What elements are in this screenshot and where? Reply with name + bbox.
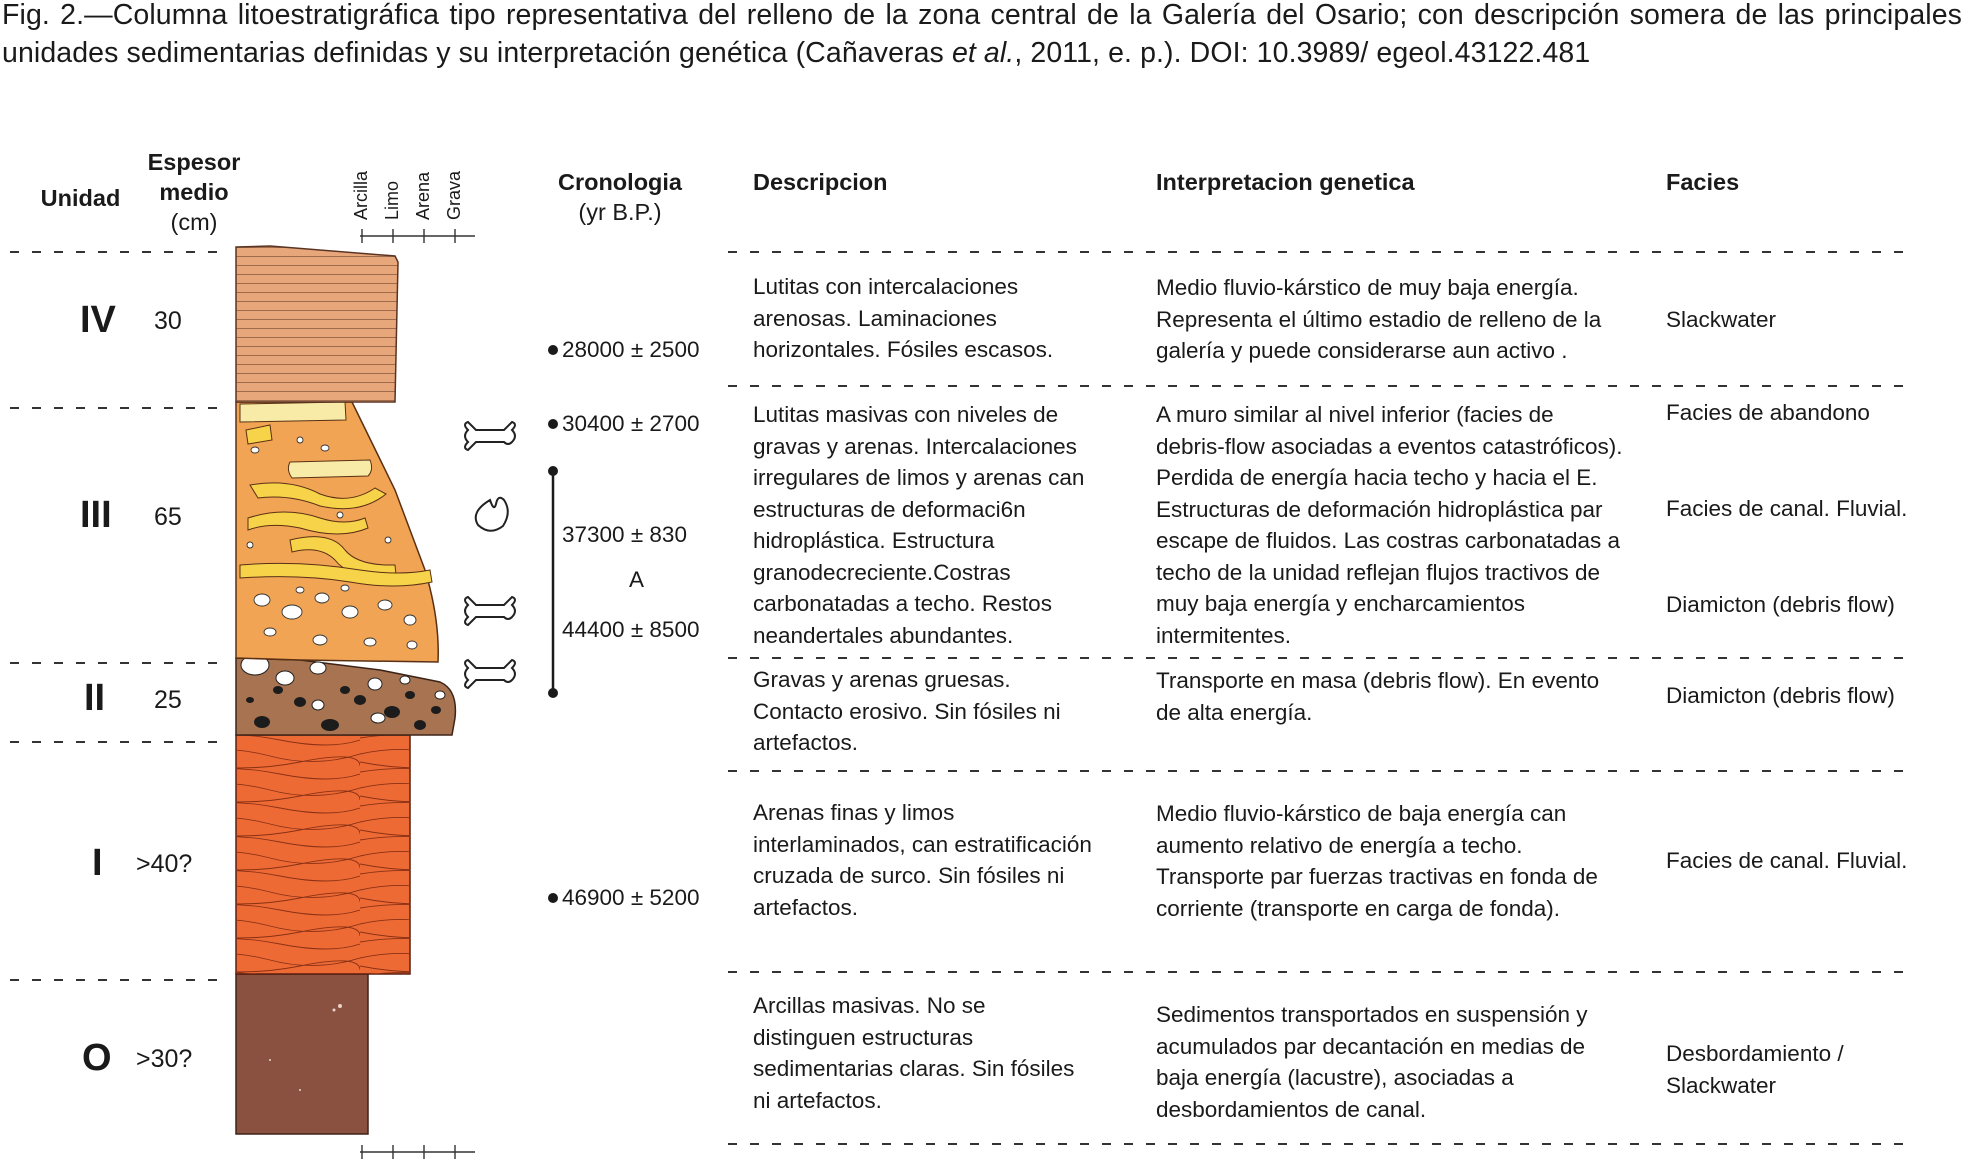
interp-unit-iii [1156, 399, 1622, 651]
unit-iv-thickness: 30 [154, 307, 182, 335]
grain-grava-label: Grava [444, 170, 464, 220]
grain-arena-label: Arena [413, 171, 433, 220]
date-label: 44400 ± 8500 [562, 617, 700, 642]
header-unidad: Unidad [40, 185, 121, 211]
date-range-label: A [629, 567, 645, 592]
text-line: desbordamientos de canal. [1156, 1096, 1427, 1122]
text-line: Sedimentos transportados en suspensión y [1156, 1002, 1588, 1027]
desc-unit-ii [753, 664, 1061, 759]
unit-o-layer [236, 974, 368, 1134]
text-line: granodecreciente.Costras [753, 559, 1011, 585]
text-line: sedimentarias claras. Sin fósiles [753, 1056, 1075, 1081]
text-line: Estructuras de deformación hidroplástica par [1156, 496, 1603, 522]
unit-o-thickness: >30? [136, 1045, 193, 1073]
unit-iv-laminations [236, 246, 398, 402]
grain-scale-top [360, 229, 475, 243]
header-facies: Facies [1666, 169, 1740, 195]
grain-scale-bottom [360, 1145, 475, 1159]
text-line: neandertales abundantes. [753, 622, 1014, 648]
text-line: artefactos. [753, 730, 859, 755]
fossil-bones [465, 422, 515, 688]
facies-unit-ii: Diamicton (debris flow) [1666, 683, 1895, 708]
facies-unit-iii-diamicton: Diamicton (debris flow) [1666, 592, 1895, 617]
text-line: techo de la unidad reflejan flujos tractivos de [1156, 559, 1601, 585]
text-line: horizontales. Fósiles escasos. [753, 337, 1054, 362]
date-dot [548, 419, 558, 429]
header-cronologia-title: Cronologia [557, 169, 683, 195]
interp-unit-iv [1156, 272, 1601, 367]
text-line: Lutitas con intercalaciones [753, 274, 1019, 299]
text-line: acumulados par decantación en medias de [1156, 1033, 1586, 1059]
text-line: ni artefactos. [753, 1087, 882, 1113]
facies-unit-iii-canal: Facies de canal. Fluvial. [1666, 496, 1908, 521]
text-line: Gravas y arenas gruesas. [753, 667, 1011, 692]
text-line: Medio fluvio-kárstico de baja energía can [1156, 801, 1567, 826]
text-line: cruzada de surco. Sin fósiles ni [753, 863, 1065, 888]
header-espesor-line1: Espesor [147, 149, 241, 175]
facies-unit-iii-abandono: Facies de abandono [1666, 400, 1870, 425]
unit-iii-thickness: 65 [154, 503, 182, 531]
text-line: Medio fluvio-kárstico de muy baja energía. [1156, 275, 1579, 300]
text-line: corriente (transporte en carga de fonda). [1156, 895, 1560, 921]
unit-ii-thickness: 25 [154, 686, 182, 714]
date-label: 28000 ± 2500 [562, 337, 700, 362]
date-range-bar [548, 466, 558, 698]
text-line: Slackwater [1666, 1072, 1777, 1098]
text-line: hidroplástica. Estructura [753, 528, 995, 553]
unit-ii-label: II [84, 677, 106, 719]
date-label: 30400 ± 2700 [562, 411, 700, 436]
header-espesor-line3: (cm) [170, 209, 218, 235]
unit-o-label: O [82, 1037, 112, 1079]
tooth-icon [476, 498, 508, 531]
caption-text: Fig. 2.—Columna litoestratigráfica tipo representativa del relleno de la zona central de la Galería del Osario; con descripción somera de las principales unidades sedimentarias definidas y su interpretación genética (Cañaveras [2, 0, 1962, 69]
desc-unit-iii [753, 399, 1084, 651]
text-line: artefactos. [753, 894, 859, 920]
text-line: debris-flow asociadas a eventos catastróficos). [1156, 433, 1623, 459]
text-line: muy baja energía y encharcamientos [1156, 591, 1525, 616]
text-line: Perdida de energía hacia techo y hacia el E. [1156, 465, 1598, 490]
text-line: Contacto erosivo. Sin fósiles ni [753, 698, 1061, 724]
header-descripcion: Descripcion [753, 169, 888, 195]
text-line: interlaminados, can estratificación [753, 831, 1092, 857]
text-line: Transporte par fuerzas tractivas en fonda de [1156, 864, 1598, 889]
unit-i-label: I [92, 842, 103, 884]
text-line: Transporte en masa (debris flow). En evento [1156, 668, 1600, 693]
text-line: Arenas finas y limos [753, 800, 955, 825]
bone-icon [465, 422, 515, 450]
interp-unit-o [1156, 999, 1588, 1125]
text-line: irregulares de limos y arenas can [753, 465, 1085, 490]
header-interpretacion: Interpretacion genetica [1156, 169, 1415, 195]
unit-iv-label: IV [80, 299, 116, 341]
grain-limo-label: Limo [382, 180, 402, 220]
desc-unit-i [753, 797, 1092, 923]
text-line: galería y puede considerarse aun activo . [1156, 338, 1568, 363]
facies-unit-i: Facies de canal. Fluvial. [1666, 848, 1908, 873]
date-dot [548, 345, 558, 355]
unit-iii-label: III [80, 494, 112, 536]
bone-icon [465, 597, 515, 625]
interp-unit-i [1156, 798, 1598, 924]
text-line: Desbordamiento / [1666, 1041, 1844, 1066]
desc-unit-iv [753, 271, 1053, 366]
unit-i-thickness: >40? [136, 850, 193, 878]
text-line: Representa el último estadio de relleno de la [1156, 306, 1602, 332]
facies-unit-iv: Slackwater [1666, 307, 1777, 332]
date-dot [548, 893, 558, 903]
desc-unit-o [753, 990, 1074, 1116]
text-line: aumento relativo de energía a techo. [1156, 832, 1523, 858]
text-line: estructuras de deformaci6n [753, 496, 1026, 522]
text-line: A muro similar al nivel inferior (facies de [1156, 402, 1554, 427]
unit-i-cross-bedding [236, 735, 410, 974]
caption-text-end: , 2011, e. p.). DOI: 10.3989/ egeol.43122.481 [1014, 37, 1591, 69]
text-line: escape de fluidos. Las costras carbonatadas a [1156, 528, 1621, 553]
text-line: baja energía (lacustre), asociadas a [1156, 1065, 1514, 1090]
grain-arcilla-label: Arcilla [351, 170, 371, 220]
text-line: carbonatadas a techo. Restos [753, 591, 1052, 616]
header-cronologia-units: (yr B.P.) [578, 199, 662, 225]
date-label: 46900 ± 5200 [562, 885, 700, 910]
text-line: arenosas. Laminaciones [753, 305, 997, 331]
text-line: gravas y arenas. Intercalaciones [753, 433, 1077, 459]
text-line: intermitentes. [1156, 622, 1292, 648]
text-line: Lutitas masivas con niveles de [753, 402, 1059, 427]
caption-et-al: et al. [951, 37, 1015, 69]
date-label: 37300 ± 830 [562, 522, 687, 547]
text-line: Arcillas masivas. No se [753, 993, 986, 1018]
bone-icon [465, 660, 515, 688]
header-espesor-line2: medio [159, 179, 229, 205]
text-line: de alta energía. [1156, 699, 1313, 725]
facies-unit-o [1666, 1038, 1844, 1101]
interp-unit-ii [1156, 665, 1599, 728]
text-line: distinguen estructuras [753, 1024, 974, 1050]
